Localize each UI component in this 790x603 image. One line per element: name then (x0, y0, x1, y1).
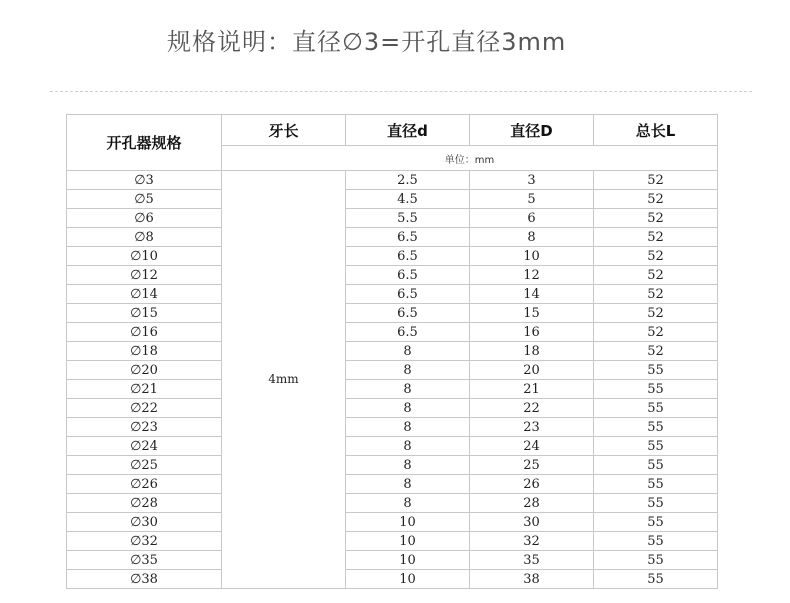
cell-spec: ∅5 (67, 190, 222, 209)
cell-diameter-D: 35 (470, 551, 594, 570)
cell-total-length: 55 (594, 380, 718, 399)
header-spec: 开孔器规格 (67, 115, 222, 171)
cell-spec: ∅21 (67, 380, 222, 399)
cell-diameter-D: 5 (470, 190, 594, 209)
cell-total-length: 52 (594, 171, 718, 190)
table-row (67, 380, 718, 399)
cell-diameter-d: 6.5 (346, 323, 470, 342)
table-row (67, 247, 718, 266)
cell-diameter-D: 18 (470, 342, 594, 361)
cell-diameter-d: 6.5 (346, 247, 470, 266)
cell-spec: ∅12 (67, 266, 222, 285)
table-row (67, 342, 718, 361)
cell-diameter-d: 6.5 (346, 228, 470, 247)
table-row (67, 171, 718, 190)
cell-total-length: 52 (594, 323, 718, 342)
cell-total-length: 55 (594, 551, 718, 570)
table-row (67, 513, 718, 532)
table-row (67, 285, 718, 304)
unit-label: 单位：mm (222, 146, 718, 171)
cell-total-length: 55 (594, 494, 718, 513)
cell-diameter-D: 3 (470, 171, 594, 190)
table-row (67, 551, 718, 570)
table-row (67, 475, 718, 494)
table-row (67, 532, 718, 551)
cell-spec: ∅35 (67, 551, 222, 570)
cell-total-length: 55 (594, 437, 718, 456)
cell-diameter-D: 23 (470, 418, 594, 437)
cell-total-length: 52 (594, 304, 718, 323)
table-row (67, 228, 718, 247)
cell-total-length: 55 (594, 418, 718, 437)
cell-diameter-d: 6.5 (346, 285, 470, 304)
cell-spec: ∅28 (67, 494, 222, 513)
cell-diameter-D: 10 (470, 247, 594, 266)
table-body (67, 171, 718, 589)
cell-spec: ∅10 (67, 247, 222, 266)
cell-diameter-D: 16 (470, 323, 594, 342)
cell-diameter-d: 4.5 (346, 190, 470, 209)
header-diameter-d: 直径d (346, 115, 470, 146)
cell-spec: ∅38 (67, 570, 222, 589)
cell-diameter-d: 10 (346, 532, 470, 551)
cell-total-length: 52 (594, 285, 718, 304)
cell-total-length: 55 (594, 513, 718, 532)
cell-diameter-d: 8 (346, 456, 470, 475)
cell-spec: ∅32 (67, 532, 222, 551)
cell-total-length: 55 (594, 532, 718, 551)
table-row (67, 361, 718, 380)
cell-diameter-D: 22 (470, 399, 594, 418)
cell-diameter-d: 6.5 (346, 304, 470, 323)
cell-spec: ∅14 (67, 285, 222, 304)
page-title: 规格说明：直径∅3=开孔直径3mm (167, 28, 567, 56)
cell-spec: ∅16 (67, 323, 222, 342)
cell-diameter-D: 28 (470, 494, 594, 513)
cell-diameter-D: 8 (470, 228, 594, 247)
cell-total-length: 55 (594, 570, 718, 589)
cell-diameter-d: 8 (346, 494, 470, 513)
cell-total-length: 55 (594, 399, 718, 418)
cell-spec: ∅3 (67, 171, 222, 190)
table-row (67, 494, 718, 513)
cell-diameter-d: 8 (346, 361, 470, 380)
cell-diameter-d: 10 (346, 551, 470, 570)
header-total-length: 总长L (594, 115, 718, 146)
table-row (67, 456, 718, 475)
table-row (67, 190, 718, 209)
cell-diameter-d: 8 (346, 475, 470, 494)
cell-diameter-d: 10 (346, 513, 470, 532)
table-row (67, 323, 718, 342)
cell-diameter-D: 25 (470, 456, 594, 475)
cell-spec: ∅8 (67, 228, 222, 247)
cell-diameter-d: 2.5 (346, 171, 470, 190)
cell-spec: ∅25 (67, 456, 222, 475)
cell-diameter-d: 8 (346, 342, 470, 361)
cell-thread-length: 4mm (222, 171, 346, 589)
cell-diameter-d: 8 (346, 418, 470, 437)
cell-diameter-d: 8 (346, 437, 470, 456)
cell-diameter-D: 6 (470, 209, 594, 228)
cell-diameter-D: 12 (470, 266, 594, 285)
cell-spec: ∅23 (67, 418, 222, 437)
cell-total-length: 52 (594, 190, 718, 209)
cell-diameter-d: 8 (346, 380, 470, 399)
table-row (67, 266, 718, 285)
cell-total-length: 52 (594, 228, 718, 247)
cell-spec: ∅22 (67, 399, 222, 418)
cell-diameter-d: 5.5 (346, 209, 470, 228)
cell-total-length: 52 (594, 209, 718, 228)
cell-diameter-d: 6.5 (346, 266, 470, 285)
header-diameter-D: 直径D (470, 115, 594, 146)
cell-total-length: 55 (594, 456, 718, 475)
cell-diameter-D: 30 (470, 513, 594, 532)
cell-total-length: 52 (594, 266, 718, 285)
cell-diameter-D: 32 (470, 532, 594, 551)
cell-spec: ∅24 (67, 437, 222, 456)
cell-total-length: 52 (594, 247, 718, 266)
cell-diameter-d: 10 (346, 570, 470, 589)
header-thread-length: 牙长 (222, 115, 346, 146)
cell-total-length: 55 (594, 475, 718, 494)
cell-diameter-D: 14 (470, 285, 594, 304)
cell-spec: ∅6 (67, 209, 222, 228)
cell-total-length: 55 (594, 361, 718, 380)
cell-diameter-D: 21 (470, 380, 594, 399)
cell-diameter-D: 15 (470, 304, 594, 323)
table-row (67, 399, 718, 418)
table-header-row (67, 115, 718, 146)
table-row (67, 570, 718, 589)
cell-diameter-D: 24 (470, 437, 594, 456)
cell-diameter-D: 20 (470, 361, 594, 380)
divider (50, 91, 752, 92)
table-row (67, 437, 718, 456)
cell-diameter-d: 8 (346, 399, 470, 418)
table-row (67, 304, 718, 323)
spec-table (66, 114, 718, 589)
cell-diameter-D: 26 (470, 475, 594, 494)
cell-diameter-D: 38 (470, 570, 594, 589)
cell-spec: ∅30 (67, 513, 222, 532)
table-row (67, 209, 718, 228)
cell-total-length: 52 (594, 342, 718, 361)
cell-spec: ∅20 (67, 361, 222, 380)
table-row (67, 418, 718, 437)
cell-spec: ∅18 (67, 342, 222, 361)
cell-spec: ∅26 (67, 475, 222, 494)
cell-spec: ∅15 (67, 304, 222, 323)
